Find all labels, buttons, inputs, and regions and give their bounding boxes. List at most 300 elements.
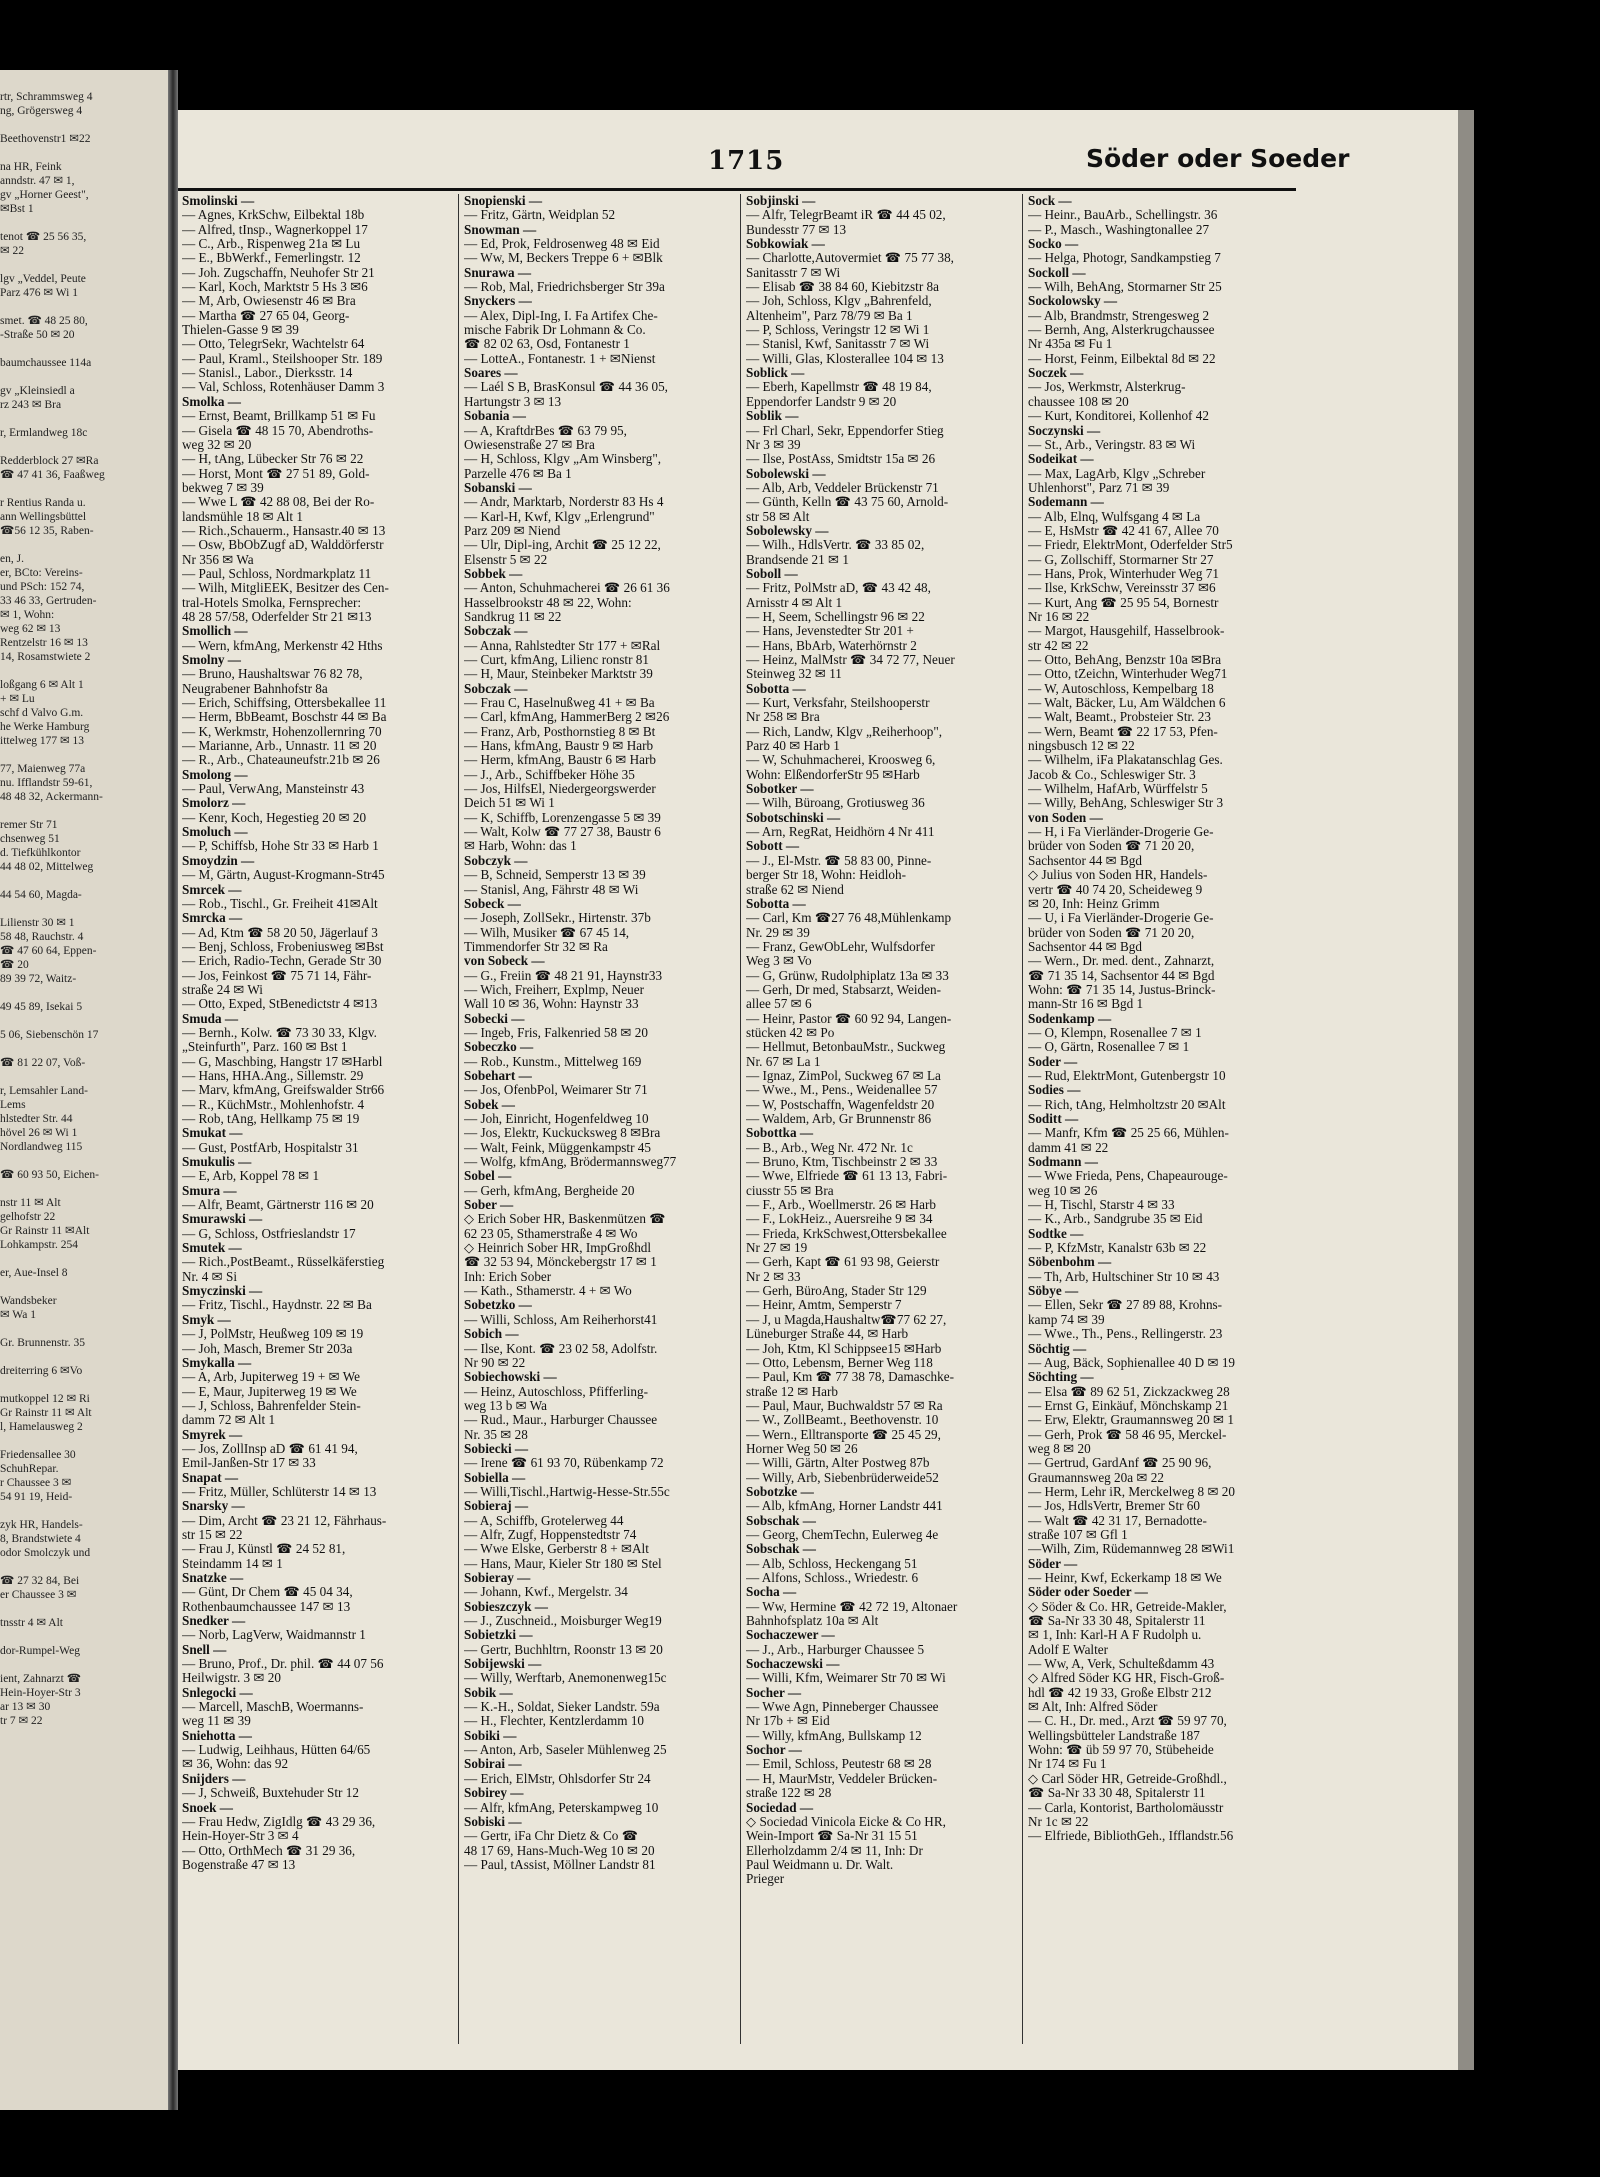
- directory-entry: Snarsky —: [182, 1499, 245, 1514]
- directory-entry: —Wilh, Zim, Rüdemannweg 28 ✉Wi1: [1028, 1542, 1235, 1557]
- directory-entry: — Emil, Schloss, Peutestr 68 ✉ 28: [746, 1757, 932, 1772]
- directory-entry: bekweg 7 ✉ 39: [182, 480, 264, 495]
- directory-entry: Smolinski —: [182, 194, 255, 208]
- directory-entry: — H, i Fa Vierländer-Drogerie Ge-: [1028, 825, 1214, 840]
- directory-entry: — Walt, Bäcker, Lu, Am Wäldchen 6: [1028, 696, 1226, 711]
- directory-entry: — Wwe., Th., Pens., Rellingerstr. 23: [1028, 1327, 1223, 1342]
- directory-entry: Thielen-Gasse 9 ✉ 39: [182, 323, 299, 338]
- directory-entry: Bogenstraße 47 ✉ 13: [182, 1857, 296, 1872]
- directory-entry: Hasselbrookstr 48 ✉ 22, Wohn:: [464, 595, 632, 610]
- directory-entry: — Wwe., M., Pens., Weidenallee 57: [746, 1083, 938, 1098]
- directory-entry: — Wilh, MitgliEEK, Besitzer des Cen-: [182, 581, 389, 596]
- directory-entry: — H., Flechter, Kentzlerdamm 10: [464, 1714, 645, 1729]
- header-rule: [178, 188, 1296, 191]
- directory-entry: — O, Gärtn, Rosenallee 7 ✉ 1: [1028, 1040, 1190, 1055]
- directory-entry: ✉ Alt, Inh: Alfred Söder: [1028, 1700, 1158, 1715]
- directory-entry: — Gertrud, GardAnf ☎ 25 90 96,: [1028, 1456, 1212, 1471]
- directory-entry: Smrcka —: [182, 911, 243, 926]
- directory-entry: — Franz, Arb, Posthornstieg 8 ✉ Bt: [464, 724, 656, 739]
- directory-entry: — Ignaz, ZimPol, Suckweg 67 ✉ La: [746, 1068, 941, 1083]
- directory-entry: — Kurt, Verksfahr, Steilshooperstr: [746, 696, 930, 711]
- directory-entry: — Jos, OfenbPol, Weimarer Str 71: [464, 1083, 648, 1098]
- directory-entry: — H, tAng, Lübecker Str 76 ✉ 22: [182, 452, 364, 467]
- directory-entry: Sanitasstr 7 ✉ Wi: [746, 265, 841, 280]
- directory-entry: — Dim, Archt ☎ 23 21 12, Fährhaus-: [182, 1513, 387, 1528]
- directory-entry: Sobirai —: [464, 1757, 522, 1772]
- directory-entry: stücken 42 ✉ Po: [746, 1025, 835, 1040]
- directory-entry: — Herm, kfmAng, Baustr 6 ✉ Harb: [464, 753, 656, 768]
- directory-entry: damm 41 ✉ 22: [1028, 1140, 1109, 1155]
- directory-entry: Nr. 35 ✉ 28: [464, 1427, 528, 1442]
- directory-entry: Sobieray —: [464, 1571, 531, 1585]
- directory-entry: — Irene ☎ 61 93 70, Rübenkamp 72: [464, 1456, 664, 1471]
- directory-entry: Sobel —: [464, 1169, 512, 1184]
- directory-entry: Nr 3 ✉ 39: [746, 437, 801, 452]
- directory-entry: — Joh, Masch, Bremer Str 203a: [182, 1341, 353, 1356]
- directory-entry: Sobczyk —: [464, 853, 528, 868]
- directory-entry: Altenheim", Parz 78/79 ✉ Ba 1: [746, 308, 913, 323]
- directory-entry: — Paul, Maur, Buchwaldstr 57 ✉ Ra: [746, 1398, 943, 1413]
- directory-entry: str 15 ✉ 22: [182, 1527, 243, 1542]
- directory-entry: Sobott —: [746, 839, 800, 854]
- directory-entry: Sodemann —: [1028, 495, 1104, 510]
- directory-entry: — Otto, OrthMech ☎ 31 29 36,: [182, 1843, 356, 1858]
- directory-entry: Snoek —: [182, 1800, 233, 1815]
- directory-entry: — Heinr, Kwf, Eckerkamp 18 ✉ We: [1028, 1571, 1222, 1585]
- directory-entry: — Bruno, Ktm, Tischbeinstr 2 ✉ 33: [746, 1155, 938, 1170]
- directory-entry: — C., Arb., Rispenweg 21a ✉ Lu: [182, 237, 361, 252]
- directory-entry: ◇ Carl Söder HR, Getreide-Großhdl.,: [1028, 1771, 1227, 1786]
- directory-entry: Snapat —: [182, 1470, 239, 1485]
- directory-entry: Söbenbohm —: [1028, 1255, 1112, 1270]
- directory-entry: Smutek —: [182, 1241, 242, 1256]
- directory-entry: Nr 435a ✉ Fu 1: [1028, 337, 1113, 352]
- directory-entry: — Willi,Tischl.,Hartwig-Hesse-Str.55c: [464, 1484, 670, 1499]
- directory-entry: — Kurt, Konditorei, Kollenhof 42: [1028, 409, 1209, 424]
- directory-entry: — Alfons, Schloss., Wriedestr. 6: [746, 1571, 919, 1585]
- left-page-line: r, Ermlandweg 18c: [0, 427, 88, 439]
- left-page-line: ✉ 1, Wohn:: [0, 609, 55, 621]
- left-page-line: zyk HR, Handels-: [0, 1519, 83, 1531]
- directory-entry: Sobania —: [464, 409, 526, 424]
- directory-entry: Sobanski —: [464, 480, 532, 495]
- directory-entry: — Walt, Beamt., Probsteier Str. 23: [1028, 710, 1211, 725]
- directory-entry: Hein-Hoyer-Str 3 ✉ 4: [182, 1829, 299, 1844]
- directory-entry: Socko —: [1028, 237, 1079, 252]
- left-page-line: gelhofstr 22: [0, 1211, 56, 1223]
- directory-entry: 48 28 57/58, Oderfelder Str 21 ✉13: [182, 609, 372, 624]
- directory-entry: — Marianne, Arb., Unnastr. 11 ✉ 20: [182, 739, 377, 754]
- left-page-line: Lems: [0, 1099, 26, 1111]
- directory-entry: — Wilh., HdlsVertr. ☎ 33 85 02,: [746, 538, 925, 553]
- directory-entry: Sobeczko —: [464, 1040, 534, 1055]
- directory-entry: Smykalla —: [182, 1355, 252, 1370]
- directory-entry: — Willi, Glas, Klosterallee 104 ✉ 13: [746, 351, 944, 366]
- left-page-line: 44 48 02, Mittelweg: [0, 861, 94, 873]
- directory-entry: — Ww, Hermine ☎ 42 72 19, Altonaer: [746, 1599, 958, 1614]
- directory-entry: — Ed, Prok, Feldrosenweg 48 ✉ Eid: [464, 237, 660, 252]
- directory-entry: — Ilse, Kont. ☎ 23 02 58, Adolfstr.: [464, 1341, 658, 1356]
- directory-entry: — Joh. Zugschaffn, Neuhofer Str 21: [182, 265, 375, 280]
- directory-entry: — Stanisl, Ang, Fährstr 48 ✉ Wi: [464, 882, 639, 897]
- directory-entry: — Th, Arb, Hultschiner Str 10 ✉ 43: [1028, 1269, 1220, 1284]
- directory-entry: Soditt —: [1028, 1112, 1079, 1126]
- directory-entry: „Steinfurth", Parz. 160 ✉ Bst 1: [182, 1040, 348, 1055]
- directory-entry: — Alb, Schloss, Heckengang 51: [746, 1556, 918, 1571]
- directory-entry: Sobiki —: [464, 1728, 517, 1743]
- left-page-line: en, J.: [0, 553, 24, 565]
- directory-entry: Uhlenhorst", Parz 71 ✉ 39: [1028, 480, 1170, 495]
- directory-entry: Smolong —: [182, 767, 248, 782]
- directory-entry: — St., Arb., Veringstr. 83 ✉ Wi: [1028, 437, 1196, 452]
- directory-entry: Soboll —: [746, 566, 798, 581]
- directory-entry: — Willy, Arb, Siebenbrüderweide52: [746, 1470, 939, 1485]
- directory-entry: Smukulis —: [182, 1155, 252, 1170]
- directory-entry: Smoydzin —: [182, 853, 255, 868]
- directory-entry: — Wolfg, kfmAng, Brödermannsweg77: [464, 1155, 677, 1170]
- directory-entry: chaussee 108 ✉ 20: [1028, 394, 1129, 409]
- left-page-line: chsenweg 51: [0, 833, 60, 845]
- directory-entry: Sobolewski —: [746, 466, 826, 481]
- directory-entry: — C. H., Dr. med., Arzt ☎ 59 97 70,: [1028, 1714, 1227, 1729]
- left-page-line: ✉ 22: [0, 245, 25, 257]
- directory-entry: — Val, Schloss, Rotenhäuser Damm 3: [182, 380, 385, 395]
- directory-entry: — Rich, tAng, Helmholtzstr 20 ✉Alt: [1028, 1097, 1226, 1112]
- directory-entry: — Marcell, MaschB, Woermanns-: [182, 1700, 364, 1715]
- directory-entry: — Alb, kfmAng, Horner Landstr 441: [746, 1499, 943, 1514]
- directory-entry: mische Fabrik Dr Lohmann & Co.: [464, 323, 646, 338]
- left-page-line: Gr Rainstr 11 ✉Alt: [0, 1225, 90, 1237]
- directory-entry: — Andr, Marktarb, Norderstr 83 Hs 4: [464, 495, 664, 510]
- directory-entry: Sochor —: [746, 1743, 802, 1758]
- directory-entry: — Otto, tZeichn, Winterhuder Weg71: [1028, 667, 1228, 682]
- directory-entry: — Stanisl., Labor., Dierksstr. 14: [182, 366, 353, 381]
- directory-entry: — K, Schiffb, Lorenzengasse 5 ✉ 39: [464, 810, 661, 825]
- directory-entry: — Ww, M, Beckers Treppe 6 + ✉Blk: [464, 251, 663, 266]
- directory-entry: — Wern, Beamt ☎ 22 17 53, Pfen-: [1028, 724, 1218, 739]
- directory-entry: Smukat —: [182, 1126, 243, 1141]
- directory-entry: — Ilse, PostAss, Smidtstr 15a ✉ 26: [746, 452, 936, 467]
- directory-entry: Nr 90 ✉ 22: [464, 1355, 526, 1370]
- directory-entry: hdl ☎ 42 19 33, Große Elbstr 212: [1028, 1685, 1212, 1700]
- directory-column-1: [182, 194, 450, 2044]
- directory-entry: — A, Schiffb, Grotelerweg 44: [464, 1513, 624, 1528]
- directory-entry: — Rich.,PostBeamt., Rüsselkäferstieg: [182, 1255, 385, 1270]
- directory-entry: Snlegocki —: [182, 1685, 253, 1700]
- directory-entry: weg 10 ✉ 26: [1028, 1183, 1098, 1198]
- directory-entry: Sobek —: [464, 1097, 515, 1112]
- directory-entry: landsmühle 18 ✉ Alt 1: [182, 509, 303, 524]
- directory-entry: Nr 356 ✉ Wa: [182, 552, 254, 567]
- directory-entry: Emil-Janßen-Str 17 ✉ 33: [182, 1456, 316, 1471]
- directory-entry: — H, Seem, Schellingstr 96 ✉ 22: [746, 609, 925, 624]
- directory-entry: — H, Maur, Steinbeker Marktstr 39: [464, 667, 653, 682]
- directory-entry: ningsbusch 12 ✉ 22: [1028, 739, 1135, 754]
- directory-entry: — J, Schloss, Bahrenfelder Stein-: [182, 1398, 361, 1413]
- directory-entry: Parzelle 476 ✉ Ba 1: [464, 466, 572, 481]
- directory-entry: — Aug, Bäck, Sophienallee 40 D ✉ 19: [1028, 1355, 1236, 1370]
- directory-entry: Sobolewsky —: [746, 523, 829, 538]
- directory-entry: Eppendorfer Landstr 9 ✉ 20: [746, 394, 897, 409]
- directory-entry: — Wilhelm, iFa Plakatanschlag Ges.: [1028, 753, 1223, 768]
- left-page-line: loßgang 6 ✉ Alt 1: [0, 679, 84, 691]
- directory-entry: — Otto, TelegrSekr, Wachtelstr 64: [182, 337, 365, 352]
- directory-entry: berger Str 18, Wohn: Heidloh-: [746, 868, 906, 883]
- directory-entry: Soczek —: [1028, 366, 1084, 381]
- directory-entry: Sobschak —: [746, 1513, 816, 1528]
- directory-entry: brüder von Soden ☎ 71 20 20,: [1028, 839, 1195, 854]
- directory-entry: — Ww, A, Verk, Schulteßdamm 43: [1028, 1657, 1215, 1672]
- directory-entry: Sobietzki —: [464, 1628, 533, 1643]
- directory-entry: — K, Werkmstr, Hohenzollernring 70: [182, 724, 382, 739]
- left-page-line: Beethovenstr1 ✉22: [0, 133, 91, 145]
- left-page-line: 89 39 72, Waitz-: [0, 973, 77, 985]
- directory-entry: Sobiechowski —: [464, 1370, 557, 1385]
- directory-entry: Soares —: [464, 366, 518, 381]
- left-page-line: r, Lemsahler Land-: [0, 1085, 88, 1097]
- directory-entry: — Herm, BbBeamt, Boschstr 44 ✉ Ba: [182, 710, 387, 725]
- directory-entry: — Erw, Elektr, Graumannsweg 20 ✉ 1: [1028, 1413, 1234, 1428]
- left-page-line: schf d Valvo G.m.: [0, 707, 84, 719]
- directory-entry: Sobiecki —: [464, 1441, 529, 1456]
- directory-entry: — P, Schiffsb, Hohe Str 33 ✉ Harb 1: [182, 839, 379, 854]
- left-page-line: 58 48, Rauchstr. 4: [0, 931, 84, 943]
- directory-entry: Smollich —: [182, 624, 248, 639]
- directory-entry: tral-Hotels Smolka, Fernsprecher:: [182, 595, 362, 610]
- directory-entry: — W, Autoschloss, Kempelbarg 18: [1028, 681, 1214, 696]
- directory-entry: Snijders —: [182, 1771, 246, 1786]
- directory-entry: von Sobeck —: [464, 954, 545, 969]
- directory-entry: Lüneburger Straße 44, ✉ Harb: [746, 1327, 909, 1342]
- directory-entry: — Frau J, Künstl ☎ 24 52 81,: [182, 1542, 346, 1557]
- directory-entry: — Otto, Lebensm, Berner Weg 118: [746, 1355, 933, 1370]
- directory-entry: brüder von Soden ☎ 71 20 20,: [1028, 925, 1195, 940]
- directory-entry: — Wilhelm, HafArb, Würffelstr 5: [1028, 782, 1208, 797]
- directory-entry: — Ad, Ktm ☎ 58 20 50, Jägerlauf 3: [182, 925, 378, 940]
- directory-entry: Adolf E Walter: [1028, 1642, 1108, 1657]
- directory-entry: Sobotta —: [746, 896, 806, 911]
- directory-entry: — Walt, Kolw ☎ 77 27 38, Baustr 6: [464, 825, 661, 840]
- directory-entry: Smyrek —: [182, 1427, 243, 1442]
- directory-entry: Wohn: ☎ 71 35 14, Justus-Brinck-: [1028, 982, 1216, 997]
- directory-entry: Smolka —: [182, 394, 241, 409]
- directory-entry: ◇ Alfred Söder KG HR, Fisch-Groß-: [1028, 1671, 1225, 1686]
- left-page-line: ☎ 27 32 84, Bei: [0, 1575, 80, 1587]
- page-gutter: [168, 70, 178, 2110]
- directory-entry: Smoluch —: [182, 825, 248, 840]
- directory-entry: — U, i Fa Vierländer-Drogerie Ge-: [1028, 911, 1214, 926]
- directory-entry: — Joh, Einricht, Hogenfeldweg 10: [464, 1112, 649, 1126]
- directory-entry: weg 8 ✉ 20: [1028, 1441, 1091, 1456]
- directory-entry: Bundesstr 77 ✉ 13: [746, 222, 847, 237]
- directory-entry: — Jos, ZollInsp aD ☎ 61 41 94,: [182, 1441, 358, 1456]
- directory-entry: — Alex, Dipl-Ing, I. Fa Artifex Che-: [464, 308, 658, 323]
- directory-entry: ☎ Sa-Nr 33 30 48, Spitalerstr 11: [1028, 1786, 1206, 1801]
- left-page-line: er, Aue-Insel 8: [0, 1267, 68, 1279]
- directory-entry: — Frl Charl, Sekr, Eppendorfer Stieg: [746, 423, 944, 438]
- directory-entry: — Franz, GewObLehr, Wulfsdorfer: [746, 939, 935, 954]
- left-page-line: hlstedter Str. 44: [0, 1113, 73, 1125]
- directory-entry: Sodmann —: [1028, 1155, 1098, 1170]
- directory-entry: — Alb, Elnq, Wulfsgang 4 ✉ La: [1028, 509, 1201, 524]
- directory-entry: — Jos, Elektr, Kuckucksweg 8 ✉Bra: [464, 1126, 661, 1141]
- directory-entry: — Ernst G, Einkäuf, Mönchskamp 21: [1028, 1398, 1229, 1413]
- directory-entry: Nr 16 ✉ 22: [1028, 609, 1090, 624]
- left-page-line: ar 13 ✉ 30: [0, 1701, 51, 1713]
- directory-entry: Rothenbaumchaussee 147 ✉ 13: [182, 1599, 351, 1614]
- directory-entry: — Frau Hedw, ZigIdlg ☎ 43 29 36,: [182, 1814, 376, 1829]
- directory-entry: Smuda —: [182, 1011, 239, 1026]
- directory-entry: — G., Freiin ☎ 48 21 91, Haynstr33: [464, 968, 663, 983]
- left-page-line: SchuhRepar.: [0, 1463, 59, 1475]
- directory-entry: — Günt, Dr Chem ☎ 45 04 34,: [182, 1585, 353, 1600]
- directory-entry: — Gertr, Buchhltrn, Roonstr 13 ✉ 20: [464, 1642, 663, 1657]
- directory-entry: — Friedr, ElektrMont, Oderfelder Str5: [1028, 538, 1233, 553]
- directory-entry: ✉ 1, Inh: Karl-H A F Rudolph u.: [1028, 1628, 1202, 1643]
- directory-entry: — Georg, ChemTechn, Eulerweg 4e: [746, 1527, 939, 1542]
- directory-entry: — W, Schuhmacherei, Kroosweg 6,: [746, 753, 936, 768]
- directory-entry: — P, KfzMstr, Kanalstr 63b ✉ 22: [1028, 1241, 1207, 1256]
- directory-entry: Sobiella —: [464, 1470, 526, 1485]
- directory-entry: — Fritz, PolMstr aD, ☎ 43 42 48,: [746, 581, 931, 596]
- left-page-line: nstr 11 ✉ Alt: [0, 1197, 61, 1209]
- directory-entry: Snatzke —: [182, 1571, 244, 1585]
- left-page-line: weg 62 ✉ 13: [0, 623, 61, 635]
- directory-entry: — Willy, Werftarb, Anemonenweg15c: [464, 1671, 667, 1686]
- directory-entry: Sockolowsky —: [1028, 294, 1118, 309]
- directory-entry: Heilwigstr. 3 ✉ 20: [182, 1671, 281, 1686]
- directory-entry: — R., KüchMstr., Mohlenhofstr. 4: [182, 1097, 365, 1112]
- directory-entry: Sobschak —: [746, 1542, 816, 1557]
- directory-entry: — Bruno, Haushaltswar 76 82 78,: [182, 667, 363, 682]
- left-page-line: hövel 26 ✉ Wi 1: [0, 1127, 78, 1139]
- directory-entry: Söder oder Soeder —: [1028, 1585, 1148, 1600]
- directory-entry: Parz 40 ✉ Harb 1: [746, 739, 840, 754]
- directory-entry: Wall 10 ✉ 36, Wohn: Haynstr 33: [464, 997, 639, 1012]
- directory-entry: — W., ZollBeamt., Beethovenstr. 10: [746, 1413, 939, 1428]
- directory-entry: Sobiski —: [464, 1814, 522, 1829]
- left-page-line: ittelweg 177 ✉ 13: [0, 735, 85, 747]
- left-page-line: Redderblock 27 ✉Ra: [0, 455, 99, 467]
- left-page-line: he Werke Hamburg: [0, 721, 90, 733]
- left-page-line: lgv „Veddel, Peute: [0, 273, 86, 285]
- directory-entry: Wohn: ☎ üb 59 97 70, Stübeheide: [1028, 1743, 1214, 1758]
- directory-entry: — Wwe Frieda, Pens, Chapeaurouge-: [1028, 1169, 1228, 1184]
- left-page-line: ✉Bst 1: [0, 203, 34, 215]
- directory-entry: str 58 ✉ Alt: [746, 509, 810, 524]
- directory-entry: — Willi, Gärtn, Alter Postweg 87b: [746, 1456, 930, 1471]
- directory-entry: — Günth, Kelln ☎ 43 75 60, Arnold-: [746, 495, 949, 510]
- directory-entry: — Erich, Schiffsing, Ottersbekallee 11: [182, 696, 387, 711]
- directory-entry: Steindamm 14 ✉ 1: [182, 1556, 283, 1571]
- directory-entry: — Rob., Tischl., Gr. Freiheit 41✉Alt: [182, 896, 378, 911]
- left-page-line: -Straße 50 ✉ 20: [0, 329, 75, 341]
- page-edge-shadow: [1458, 110, 1474, 2070]
- directory-entry: weg 32 ✉ 20: [182, 437, 252, 452]
- directory-entry: straße 12 ✉ Harb: [746, 1384, 838, 1399]
- left-page-line: ☎ 47 41 36, Faaßweg: [0, 469, 105, 481]
- directory-entry: — Gerh, Dr med, Stabsarzt, Weiden-: [746, 982, 941, 997]
- directory-entry: — Heinz, MalMstr ☎ 34 72 77, Neuer: [746, 653, 955, 667]
- directory-entry: — Willi, Kfm, Weimarer Str 70 ✉ Wi: [746, 1671, 946, 1686]
- directory-entry: — M, Gärtn, August-Krogmann-Str45: [182, 868, 385, 883]
- left-page-line: er Chaussee 3 ✉: [0, 1589, 77, 1601]
- left-page-line: baumchaussee 114a: [0, 357, 92, 369]
- left-page-line: dreiterring 6 ✉Vo: [0, 1365, 83, 1377]
- directory-entry: Sachsentor 44 ✉ Bgd: [1028, 939, 1142, 954]
- directory-entry: Snedker —: [182, 1614, 246, 1629]
- directory-entry: — Paul, Kraml., Steilshooper Str. 189: [182, 351, 383, 366]
- directory-entry: — Erich, ElMstr, Ohlsdorfer Str 24: [464, 1771, 651, 1786]
- left-page-line: 5 06, Siebenschön 17: [0, 1029, 99, 1041]
- directory-entry: — Fritz, Gärtn, Weidplan 52: [464, 208, 616, 223]
- left-page-line: na HR, Feink: [0, 161, 62, 173]
- directory-entry: — Ellen, Sekr ☎ 27 89 88, Krohns-: [1028, 1298, 1223, 1313]
- directory-entry: Socha —: [746, 1585, 797, 1600]
- directory-entry: — Alfr, TelegrBeamt iR ☎ 44 45 02,: [746, 208, 946, 223]
- directory-entry: — Heinr, Amtm, Semperstr 7: [746, 1298, 902, 1313]
- left-page-line: dor-Rumpel-Weg: [0, 1645, 80, 1657]
- directory-entry: Nr. 4 ✉ Si: [182, 1269, 238, 1284]
- directory-entry: von Soden —: [1028, 810, 1103, 825]
- left-page-line: ☎ 47 60 64, Eppen-: [0, 945, 97, 957]
- directory-entry: — Curt, kfmAng, Lilienc ronstr 81: [464, 653, 649, 667]
- left-page-line: r Rentius Randa u.: [0, 497, 86, 509]
- directory-entry: — Wilh, Büroang, Grotiusweg 36: [746, 796, 925, 811]
- directory-entry: — Ulr, Dipl-ing, Archit ☎ 25 12 22,: [464, 538, 661, 553]
- directory-entry: — Agnes, KrkSchw, Eilbektal 18b: [182, 208, 365, 223]
- directory-entry: — Frieda, KrkSchwest,Ottersbekallee: [746, 1226, 947, 1241]
- directory-entry: Sobehart —: [464, 1068, 532, 1083]
- directory-entry: Smrcek —: [182, 882, 242, 897]
- left-page-line: tr 7 ✉ 22: [0, 1715, 43, 1727]
- directory-entry: — Wilh, BehAng, Stormarner Str 25: [1028, 280, 1222, 295]
- directory-entry: ciusstr 55 ✉ Bra: [746, 1183, 834, 1198]
- directory-entry: — Marv, kfmAng, Greifswalder Str66: [182, 1083, 385, 1098]
- left-page-line: mutkoppel 12 ✉ Ri: [0, 1393, 90, 1405]
- running-head: Söder oder Soeder: [1086, 144, 1350, 173]
- directory-entry: Nr 258 ✉ Bra: [746, 710, 820, 725]
- directory-entry: — Margot, Hausgehilf, Hasselbrook-: [1028, 624, 1225, 639]
- directory-entry: — Hellmut, BetonbauMstr., Suckweg: [746, 1040, 946, 1055]
- left-page-line: odor Smolczyk und: [0, 1547, 91, 1559]
- directory-entry: Bahnhofsplatz 10a ✉ Alt: [746, 1614, 879, 1629]
- directory-entry: — Kenr, Koch, Hegestieg 20 ✉ 20: [182, 810, 367, 825]
- directory-entry: — E., BbWerkf., Femerlingstr. 12: [182, 251, 361, 266]
- directory-entry: Nr 2 ✉ 33: [746, 1269, 801, 1284]
- directory-entry: Snowman —: [464, 222, 537, 237]
- directory-entry: — Jos, Feinkost ☎ 75 71 14, Fähr-: [182, 968, 372, 983]
- directory-column-2: [464, 194, 732, 2044]
- directory-entry: Smolorz —: [182, 796, 246, 811]
- directory-entry: Sodenkamp —: [1028, 1011, 1112, 1026]
- directory-entry: — Alfr, Zugf, Hoppenstedtstr 74: [464, 1527, 637, 1542]
- directory-entry: Hartungstr 3 ✉ 13: [464, 394, 562, 409]
- directory-entry: ☎ 82 02 63, Osd, Fontanestr 1: [464, 337, 630, 352]
- left-page-line: remer Str 71: [0, 819, 58, 831]
- directory-entry: — G, Maschbing, Hangstr 17 ✉Harbl: [182, 1054, 383, 1069]
- directory-entry: — Horst, Feinm, Eilbektal 8d ✉ 22: [1028, 351, 1216, 366]
- directory-entry: — Max, LagArb, Klgv „Schreber: [1028, 466, 1206, 481]
- directory-entry: ◇ Heinrich Sober HR, ImpGroßhdl: [464, 1241, 652, 1256]
- directory-entry: Elsenstr 5 ✉ 22: [464, 552, 548, 567]
- directory-entry: — Paul, Km ☎ 77 38 78, Damaschke-: [746, 1370, 954, 1385]
- directory-entry: — G, Grünw, Rudolphiplatz 13a ✉ 33: [746, 968, 949, 983]
- directory-entry: — Hans, kfmAng, Baustr 9 ✉ Harb: [464, 739, 654, 754]
- directory-entry: — Hans, BbArb, Waterhörnstr 2: [746, 638, 917, 653]
- directory-entry: Soblik —: [746, 409, 799, 424]
- directory-entry: Sobjinski —: [746, 194, 816, 208]
